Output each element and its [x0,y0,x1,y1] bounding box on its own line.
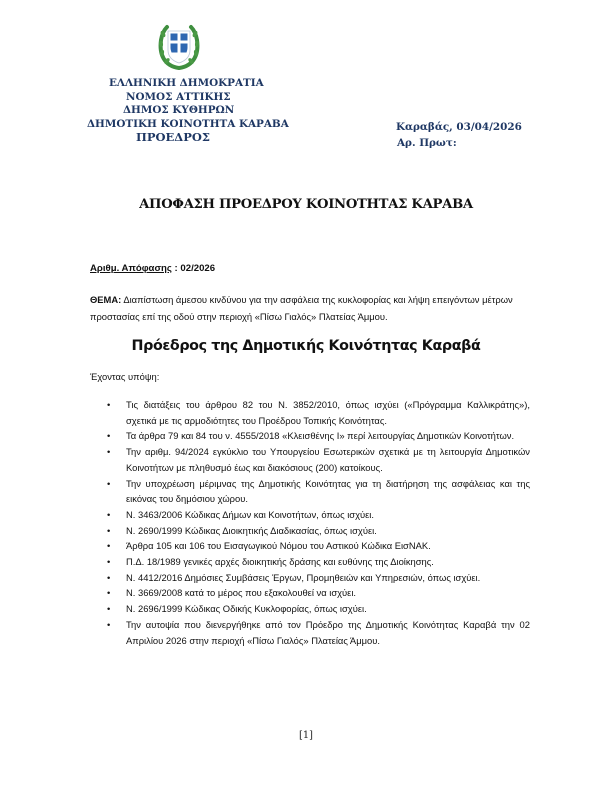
list-item-text: Ν. 3669/2008 κατά το μέρος που εξακολουθεί να ισχύει. [126,587,357,599]
authority-line-municipality: ΔΗΜΟΣ ΚΥΘΗΡΩΝ [123,104,235,117]
authority-line-republic: ΕΛΛΗΝΙΚΗ ΔΗΜΟΚΡΑΤΙΑ [109,77,264,89]
decision-subject [90,292,530,325]
list-item [108,570,530,586]
list-item-text: Τις διατάξεις του άρθρου 82 του Ν. 3852/2010, όπως ισχύει («Πρόγραμμα Καλλικράτης»), σχετικά με τις αρμοδιότητες του Προέδρου Τοπικής Κοινότητας. [126,399,530,426]
list-item [108,476,530,507]
decision-number-label: Αριθμ. Απόφασης [90,263,172,274]
list-item [108,507,530,523]
bullet-icon: • [107,556,111,568]
considerations-list [108,397,530,648]
list-item-text: Ν. 3463/2006 Κώδικας Δήμων και Κοινοτήτων, όπως ισχύει. [126,508,374,520]
section-heading: Πρόεδρος της Δημοτικής Κοινότητας Καραβά [131,338,481,354]
decision-number-value: : 02/2026 [171,263,216,274]
subject-text: Διαπίστωση άμεσου κινδύνου για την ασφάλεια της κυκλοφορίας και λήψη επειγόντων μέτρων προστασίας επί της οδού στην περιοχή «Πίσω Γιαλός» Πλατείας Άμμου. [90,294,513,322]
bullet-icon: • [107,618,111,630]
place-date-block [396,119,522,151]
list-item [108,428,530,444]
issuing-authority-block [80,77,290,145]
bullet-icon: • [107,430,111,442]
bullet-icon: • [107,446,111,458]
place-date: Καραβάς, 03/04/2026 [396,121,522,133]
bullet-icon: • [107,587,111,599]
protocol-number-label: Αρ. Πρωτ: [397,137,457,149]
authority-line-community: ΔΗΜΟΤΙΚΗ ΚΟΙΝΟΤΗΤΑ ΚΑΡΑΒΑ [87,117,289,130]
list-item-text: Την υποχρέωση μέριμνας της Δημοτικής Κοινότητας για τη διατήρηση της ασφάλειας και της εικόνας του δημόσιου χώρου. [126,477,530,505]
authority-line-president: ΠΡΟΕΔΡΟΣ [136,130,211,145]
decision-number [90,263,215,274]
authority-line-prefecture: ΝΟΜΟΣ ΑΤΤΙΚΗΣ [126,90,231,103]
list-item [108,585,530,601]
bullet-icon: • [107,603,111,615]
bullet-icon: • [107,508,111,520]
list-item-text: Ν. 2690/1999 Κώδικας Διοικητικής Διαδικασίας, όπως ισχύει. [126,524,377,536]
subject-label: ΘΕΜΑ: [90,294,122,305]
greek-coat-of-arms-icon [156,22,202,72]
list-item [108,523,530,539]
considering-label: Έχοντας υπόψη: [90,371,160,382]
list-item [108,617,530,648]
list-item-text: Ν. 4412/2016 Δημόσιες Συμβάσεις Έργων, Προμηθειών και Υπηρεσιών, όπως ισχύει. [126,571,481,583]
list-item [108,444,530,475]
list-item-text: Ν. 2696/1999 Κώδικας Οδικής Κυκλοφορίας, όπως ισχύει. [126,603,367,615]
list-item [108,397,530,428]
bullet-icon: • [107,399,111,410]
list-item-text: Π.Δ. 18/1989 γενικές αρχές διοικητικής δράσης και ευθύνης της Διοίκησης. [126,556,434,568]
bullet-icon: • [107,477,111,489]
list-item-text: Τα άρθρα 79 και 84 του ν. 4555/2018 «Κλεισθένης Ι» περί λειτουργίας Δημοτικών Κοινοτήτων. [126,430,515,442]
bullet-icon: • [107,540,111,552]
list-item [108,538,530,554]
list-item-text: Άρθρα 105 και 106 του Εισαγωγικού Νόμου του Αστικού Κώδικα ΕισΝΑΚ. [126,540,431,552]
list-item [108,601,530,617]
bullet-icon: • [107,571,111,583]
list-item-text: Την αριθμ. 94/2024 εγκύκλιο του Υπουργείου Εσωτερικών σχετικά με τη λειτουργία Δημοτικών Κοινοτήτων με πληθυσμό έως και διακόσιους (200) κατοίκους. [126,446,530,473]
list-item-text: Την αυτοψία που διενεργήθηκε από τον Πρόεδρο της Δημοτικής Κοινότητας Καραβά την 02 Απριλίου 2026 στην περιοχή «Πίσω Γιαλός» Πλατείας Άμμου. [126,618,530,646]
document-title: ΑΠΟΦΑΣΗ ΠΡΟΕΔΡΟΥ ΚΟΙΝΟΤΗΤΑΣ ΚΑΡΑΒΑ [139,197,473,212]
page-number: [1] [299,730,313,741]
bullet-icon: • [107,524,111,536]
list-item [108,554,530,570]
